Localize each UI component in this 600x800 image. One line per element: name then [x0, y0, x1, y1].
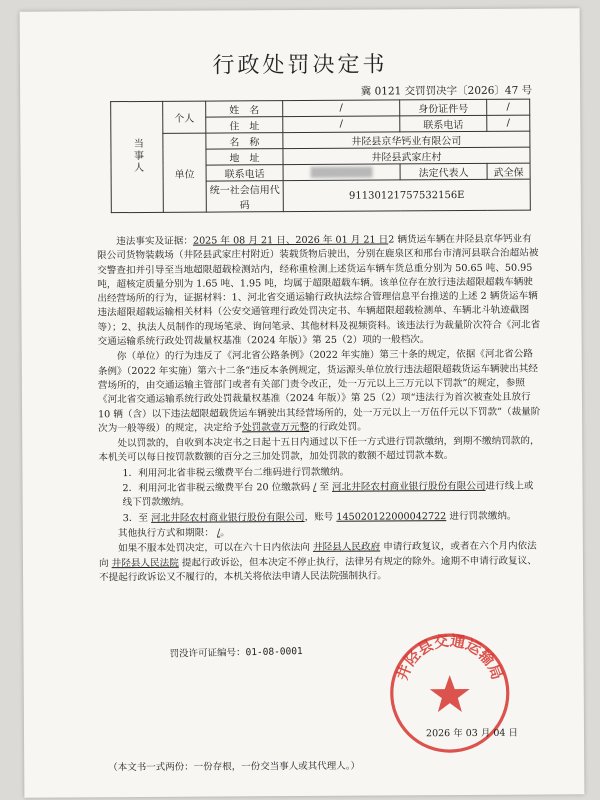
unit-credit-code-value: 91130121757532156E — [283, 179, 530, 212]
penalty-amount: 处罚款壹万元整 — [242, 421, 310, 434]
payment-method-3-text-a: 3．至 — [122, 512, 149, 524]
payment-code: / — [313, 481, 317, 493]
payment-method-2-text-b: 至 — [319, 481, 330, 493]
other-execution-label: 其他执行方式和期限： — [117, 527, 214, 540]
violation-facts-paragraph — [97, 233, 542, 350]
individual-section-label: 个人 — [163, 101, 206, 133]
unit-section-label: 单位 — [163, 133, 206, 212]
document-page — [20, 8, 585, 797]
unit-legal-rep-value: 武全保 — [487, 163, 530, 179]
violation-facts-text: 2 辆货运车辆在井陉县京华钙业有限公司货物装载场（井陉县武家庄村附近）装载货物后驶出，分别在鹿泉区和邢台市清河县联合治超站被交警查扣并引导至当地超限超载检测站内，经称重检测上述货运车辆车货总重分别为 50.65 吨、50.95 吨，超核定质量分别为 1.65 吨、1.95 吨，均属于超限超载车辆。该单位存在放行违法超限超载车辆驶出经营场所的行为，证据材料：1、河北省交通运输行政执法综合管理信息平台推送的上述 2 辆货运车辆违法超限超载运输相关材料（公安交通管理行政处罚决定书、车辆超限超载检测单、车辆北斗轨迹截图等）；2、执法人员制作的现场笔录、询问笔录、其他材料及视频资料。该违法行为裁量阶次符合《河北省交通运输系统行政处罚裁量权基准（2024 年版）》第 25（2）项的一般档次。 — [97, 233, 541, 348]
payment-method-2-text-a: 2．利用河北省非税云缴费平台 20 位缴款码 — [122, 481, 311, 495]
individual-phone-value: / — [487, 115, 530, 131]
payment-method-1: 1．利用河北省非税云缴费平台二维码进行罚款缴纳。 — [122, 466, 350, 479]
legal-basis-text: 你（单位）的行为违反了《河北省公路条例》（2022 年实施）第三十条的规定，依据《河北省公路条例》（2022 年实施）第六十二条“违反本条例规定，货运源头单位放行违法超限超载货运车辆驶出其经营场所的，由交通运输主管部门或者有关部门责令改正，处一万元以上三万元以下罚款”的规定，参照《河北省交通运输系统行政处罚裁量权基准（2024 年版）》第 25（2）项“违法行为首次被查处且放行 10 辆（含）以下违法超限超载货运车辆驶出其经营场所的，处一万元以上一万伍仟元以下罚款”（裁量阶次为一般等级）的规定，决定给予 — [97, 348, 541, 435]
copy-note-footer: （本文书一式两份：一份存根，一份交当事人或其代理人。） — [108, 760, 361, 774]
appeal-text-a: 如果不服本处罚决定，可以在六十日内依法向 — [118, 542, 310, 555]
individual-address-label: 住 址 — [206, 117, 283, 133]
other-execution-end: 。 — [220, 527, 230, 539]
document-number: 冀 0121 交罚罚决字〔2026〕47 号 — [360, 84, 533, 98]
violation-facts-lead: 违法事实及证据： — [116, 235, 193, 248]
payment-bank-2: 河北井陉农村商业银行股份有限公司 — [332, 480, 486, 493]
payment-method-3-text-c: 进行罚款缴纳。 — [449, 510, 517, 522]
unit-name-value: 井陉县京华钙业有限公司 — [283, 131, 530, 149]
appeal-text-c: 提起行政诉讼，但本决定不停止执行，法律另有规定的除外。逾期不申请行政复议、不提起行政诉讼又不履行的，本机关将依法申请人民法院强制执行。 — [99, 555, 537, 584]
party-header-cell — [111, 101, 164, 212]
appeal-text-b: 申请行政复议，或者在六个月内依法向 — [98, 540, 537, 569]
legal-basis-paragraph — [98, 348, 543, 436]
payment-method-3 — [99, 509, 543, 526]
unit-name-label: 名 称 — [206, 133, 283, 149]
seal-star-icon — [430, 675, 470, 712]
legal-basis-end: 的行政处罚。 — [309, 421, 367, 433]
unit-address-label: 地 址 — [206, 149, 283, 165]
unit-address-value: 井陉县武家庄村 — [283, 147, 530, 165]
review-authority: 井陉县人民政府 — [312, 541, 381, 554]
unit-credit-code-label: 统一社会信用代码 — [206, 181, 283, 212]
other-execution-paragraph — [99, 524, 543, 541]
appeal-rights-paragraph — [99, 540, 543, 586]
unit-phone-label: 联系电话 — [206, 165, 283, 181]
individual-id-label: 身份证件号 — [400, 99, 487, 116]
payment-method-2 — [98, 480, 542, 511]
party-header-label: 当事人 — [131, 137, 143, 174]
individual-address-value: / — [283, 116, 400, 133]
payment-bank-3: 河北井陉农村商业银行股份有限公司 — [151, 511, 305, 524]
penalty-permit-number: 罚没许可证编号：01-08-0001 — [169, 646, 303, 660]
individual-name-value: / — [283, 100, 400, 117]
party-info-table — [110, 99, 531, 214]
unit-phone-value — [311, 167, 372, 178]
other-execution-value: / — [216, 527, 221, 539]
individual-phone-label: 联系电话 — [400, 115, 487, 132]
payment-instruction-paragraph: 处以罚款的，自收到本决定书之日起十五日内通过以下任一方式进行罚款缴纳，到期不缴纳罚款的，本机关可以每日按罚款数额的百分之三加处罚款，加处罚款的数额不超过罚款本数。 — [98, 435, 540, 464]
individual-name-label: 姓 名 — [206, 101, 283, 117]
unit-legal-rep-label: 法定代表人 — [400, 163, 487, 180]
issue-date: 2026 年 03 月 04 日 — [425, 727, 519, 740]
litigation-court: 井陉县人民法院 — [111, 557, 179, 569]
individual-id-value: / — [487, 99, 530, 115]
payment-method-2-text-c: 进行线上或线下罚款缴纳。 — [122, 480, 534, 509]
violation-dates: 2025 年 08 月 21 日、2026 年 01 月 21 日 — [192, 234, 389, 247]
unit-phone-cell — [283, 164, 400, 181]
document-title: 行政处罚决定书 — [212, 52, 388, 79]
bank-account-number: 145020122000042722 — [336, 510, 447, 523]
decision-body — [97, 233, 543, 587]
payment-method-3-text-b: ，账号 — [304, 511, 334, 523]
seal-text: 井陉县交通运输局 — [392, 631, 507, 683]
